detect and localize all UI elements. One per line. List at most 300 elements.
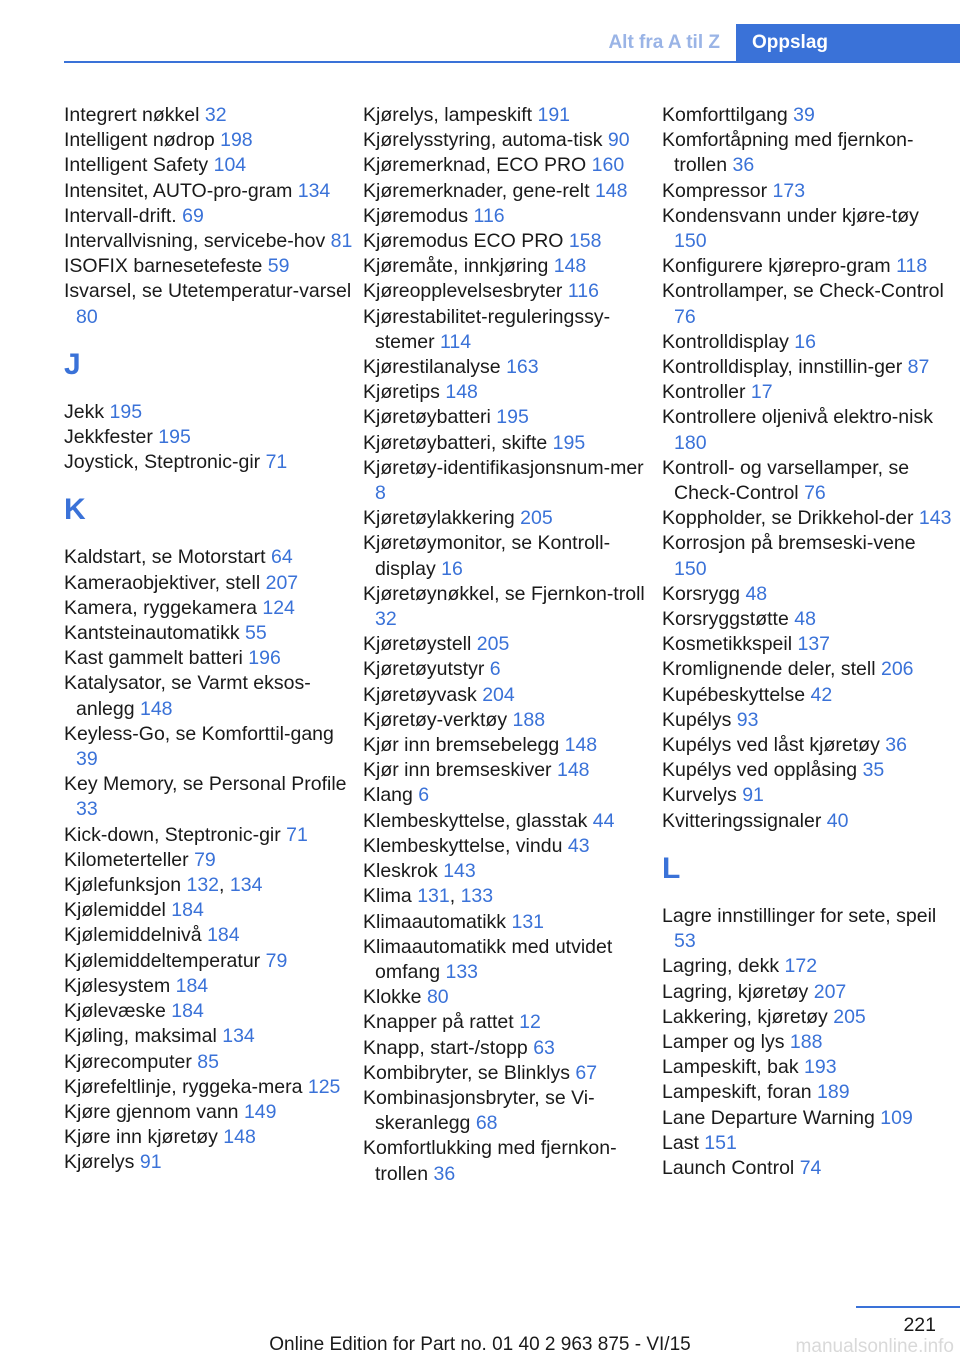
index-term: Kjørecomputer (64, 1050, 192, 1073)
page-reference-link[interactable]: 205 (520, 507, 553, 530)
index-entry (662, 683, 952, 708)
index-term: Komfortlukking med fjernkon‐trollen (363, 1137, 617, 1185)
index-term: Kontroll- og varsellamper, se Check-Control (662, 456, 910, 505)
index-entry (363, 809, 653, 834)
page-reference-link[interactable]: 79 (194, 848, 216, 871)
index-entry (363, 783, 653, 808)
index-term: Kjølesystem (64, 974, 171, 997)
page-reference-link[interactable]: 64 (271, 546, 293, 569)
index-letter-heading: J (64, 347, 81, 381)
index-entry (662, 758, 952, 783)
page-reference-link[interactable]: 195 (158, 426, 191, 449)
index-entry (662, 254, 952, 279)
index-entry (662, 582, 952, 607)
page-reference-link[interactable]: 32 (375, 608, 397, 631)
index-term: Launch Control (662, 1156, 795, 1179)
index-term: Knapp, start-/stopp (363, 1036, 528, 1059)
index-entry (662, 405, 952, 455)
index-entry (363, 859, 653, 884)
index-entry (64, 999, 354, 1024)
index-entry (64, 848, 354, 873)
index-entry (363, 1036, 653, 1061)
page-reference-link[interactable]: 148 (553, 255, 587, 278)
page-reference-link[interactable]: 134 (229, 874, 263, 897)
index-term: Klimaautomatikk med utvidet omfang (363, 935, 613, 983)
index-term: Kjørefeltlinje, ryggeka‐mera (64, 1075, 303, 1098)
index-term: Kjølemiddeltemperatur (64, 949, 261, 972)
index-entry (64, 571, 354, 596)
index-term: Kjøling, maksimal (64, 1025, 217, 1048)
index-term: Kjørelys (64, 1151, 135, 1174)
index-term: Kjøretips (363, 381, 440, 404)
page-reference-link[interactable]: 59 (267, 255, 290, 278)
page-reference-link[interactable]: 134 (297, 179, 331, 202)
index-entry (363, 355, 653, 380)
page-reference-link[interactable]: 195 (109, 400, 143, 423)
index-entry (363, 683, 653, 708)
index-term: Isvarsel, se Utetemperatur‐varsel (64, 280, 352, 303)
page-reference-link[interactable]: 48 (794, 608, 816, 631)
index-entry (64, 974, 354, 999)
index-term: Klembeskyttelse, vindu (363, 834, 563, 857)
index-term: Kjølefunksjon (64, 874, 182, 897)
page-reference-link[interactable]: 63 (533, 1036, 555, 1059)
index-entry (662, 904, 952, 954)
page-reference-link[interactable]: 195 (496, 406, 529, 429)
page-reference-link[interactable]: 104 (213, 154, 247, 177)
page-reference-link[interactable]: 16 (794, 330, 816, 353)
index-entry (363, 405, 653, 430)
page-reference-link[interactable]: 196 (248, 647, 281, 670)
index-term: Joystick, Steptronic-gir (64, 451, 261, 474)
index-entry (363, 632, 653, 657)
index-entry (64, 772, 354, 822)
page-reference-link[interactable]: 173 (772, 179, 806, 202)
page-reference-link[interactable]: 69 (182, 204, 204, 227)
page-reference-link[interactable]: 91 (742, 784, 764, 807)
index-term: Kjøremodus ECO PRO (363, 230, 564, 253)
index-entry (363, 254, 653, 279)
page-reference-link[interactable]: 143 (918, 507, 952, 530)
index-term: Kjøretøymonitor, se Kontroll‐display (363, 532, 611, 580)
page-reference-link[interactable]: 42 (810, 683, 833, 706)
index-term: Kantsteinautomatikk (64, 622, 240, 645)
index-term: Kromlignende deler, stell (662, 658, 876, 681)
page-reference-link[interactable]: 12 (519, 1011, 541, 1034)
page-reference-link[interactable]: 116 (473, 204, 505, 227)
page-reference-link[interactable]: 90 (607, 129, 630, 152)
page-reference-link[interactable]: 81 (330, 230, 353, 253)
index-entry (363, 128, 653, 153)
page-reference-link[interactable]: 151 (704, 1131, 737, 1154)
page-reference-link[interactable]: 148 (445, 381, 478, 404)
index-term: Kontrollamper, se Check-Control (662, 280, 944, 303)
index-term: Kjørelys, lampeskift (363, 104, 533, 126)
index-term: Kjøretøybatteri (363, 406, 491, 429)
index-term: Korsryggstøtte (662, 608, 789, 631)
header-section-title: Alt fra A til Z (608, 31, 720, 53)
index-term: Kjøre inn kjøretøy (64, 1126, 218, 1149)
page-reference-link[interactable]: 148 (564, 734, 598, 757)
index-term: Lane Departure Warning (662, 1106, 875, 1129)
page-reference-link[interactable]: 6 (489, 658, 501, 681)
index-entry (64, 1075, 354, 1100)
page-reference-link[interactable]: 40 (826, 809, 849, 832)
index-entry (363, 103, 653, 128)
index-entry (662, 954, 952, 979)
index-entry (64, 400, 354, 425)
page-reference-link[interactable]: 17 (750, 381, 773, 404)
index-term: Klang (363, 784, 413, 807)
index-column-3 (662, 103, 952, 1181)
index-entry (363, 179, 653, 204)
index-letter-heading: L (662, 851, 681, 885)
page-reference-link[interactable]: 43 (567, 834, 590, 857)
index-entry (662, 1131, 952, 1156)
page-reference-link[interactable]: 131 (511, 910, 545, 933)
index-term: Kjøretøynøkkel, se Fjernkon‐troll (363, 582, 645, 605)
page-reference-link[interactable]: 85 (197, 1050, 219, 1073)
page-reference-link[interactable]: 55 (245, 622, 267, 645)
index-entry (662, 506, 952, 531)
page-reference-link[interactable]: 53 (674, 930, 696, 953)
edition-footer: Online Edition for Part no. 01 40 2 963 875 - VI/15 (269, 1334, 691, 1355)
header-rule (64, 61, 960, 63)
index-entry (363, 985, 653, 1010)
index-entry (363, 531, 653, 581)
index-term: Kjøremerknad, ECO PRO (363, 154, 587, 177)
index-term: Kjøretøyutstyr (363, 658, 485, 681)
page-reference-link[interactable]: 109 (880, 1106, 913, 1129)
index-term: Kvitteringssignaler (662, 809, 822, 832)
index-entry (662, 103, 952, 128)
index-entry (363, 582, 653, 632)
index-term: Lagre innstillinger for sete, speil (662, 904, 937, 927)
index-entry (64, 646, 354, 671)
page-reference-link[interactable]: 137 (797, 633, 831, 656)
index-entry (662, 279, 952, 329)
index-entry (363, 1136, 653, 1186)
index-entry (363, 456, 653, 506)
index-entry (363, 506, 653, 531)
index-term: Komforttilgang (662, 104, 788, 126)
index-term: Kjøretøylakkering (363, 507, 515, 530)
page-reference-link[interactable]: 125 (307, 1075, 341, 1098)
index-entry (64, 279, 354, 329)
index-term: Kombinasjonsbryter, se Vi‐skeranlegg (363, 1086, 595, 1135)
index-entry (662, 128, 952, 178)
page-reference-link[interactable]: 131 (417, 885, 450, 908)
index-entry (363, 708, 653, 733)
index-entry (363, 1086, 653, 1136)
page-reference-link[interactable]: 48 (745, 582, 768, 605)
index-term: Kompressor (662, 179, 768, 202)
page-reference-link[interactable]: 6 (418, 784, 430, 807)
page-reference-link[interactable]: 160 (591, 154, 625, 177)
index-term: Kleskrok (363, 860, 438, 883)
index-term: Keyless-Go, se Komforttil‐gang (64, 722, 334, 745)
page-reference-link[interactable]: 35 (862, 759, 885, 782)
index-term: Intervallvisning, servicebe‐hov (64, 230, 326, 253)
page-reference-link[interactable]: 80 (426, 986, 449, 1009)
index-entry (64, 254, 354, 279)
index-entry (363, 657, 653, 682)
index-entry (64, 1100, 354, 1125)
index-entry (64, 450, 354, 475)
page-reference-link[interactable]: 205 (476, 633, 510, 656)
index-entry (363, 204, 653, 229)
index-term: Kameraobjektiver, stell (64, 571, 261, 594)
index-term: Lagring, kjøretøy (662, 980, 809, 1003)
index-term: Kilometerteller (64, 848, 189, 871)
index-entry (363, 910, 653, 935)
index-entry (64, 722, 354, 772)
index-term: Klima (363, 885, 412, 908)
page-reference-link[interactable]: 148 (223, 1126, 256, 1149)
page-reference-link[interactable]: 189 (817, 1081, 850, 1104)
index-entry (64, 179, 354, 204)
index-term: Kjølevæske (64, 1000, 166, 1023)
index-term: Kjøretøystell (363, 633, 472, 656)
index-term: Kontroller (662, 381, 746, 404)
index-term: Koppholder, se Drikkehol‐der (662, 507, 914, 530)
index-entry (64, 425, 354, 450)
index-entry (64, 671, 354, 721)
index-entry (662, 1156, 952, 1181)
page-reference-link[interactable]: 36 (732, 154, 755, 177)
index-term: Jekk (64, 400, 105, 423)
index-term: Kupébeskyttelse (662, 683, 806, 706)
page-reference-link[interactable]: 33 (76, 798, 98, 821)
index-term: Kjørestilanalyse (363, 356, 501, 379)
page-reference-link[interactable]: 193 (804, 1056, 837, 1079)
index-entry (363, 834, 653, 859)
index-term: Kosmetikkspeil (662, 633, 793, 656)
page-reference-link[interactable]: 163 (506, 356, 539, 379)
index-entry (363, 1010, 653, 1035)
page-reference-link[interactable]: 150 (674, 230, 707, 253)
page-reference-link[interactable]: 36 (433, 1162, 456, 1185)
page-reference-link[interactable]: 148 (556, 759, 590, 782)
index-entry: Klima 131, 133 (363, 885, 494, 908)
index-entry (662, 456, 952, 506)
index-entry (662, 733, 952, 758)
index-term: Kupélys ved opplåsing (662, 759, 858, 782)
page-reference-link[interactable]: 32 (204, 104, 227, 126)
index-entry (64, 596, 354, 621)
page-reference-link[interactable]: 184 (207, 924, 240, 947)
index-entry (64, 545, 354, 570)
index-entry (662, 1080, 952, 1105)
page-reference-link[interactable]: 118 (896, 255, 928, 278)
index-entry (64, 128, 354, 153)
index-entry (363, 758, 653, 783)
index-term: Knapper på rattet (363, 1011, 514, 1034)
page-reference-link[interactable]: 36 (885, 734, 907, 757)
index-term: Kjøretøy-verktøy (363, 708, 508, 731)
index-term: Lakkering, kjøretøy (662, 1005, 828, 1028)
index-entry (662, 1005, 952, 1030)
index-entry (662, 179, 952, 204)
page-reference-link[interactable]: 87 (907, 356, 930, 379)
index-term: Kjølemiddelnivå (64, 924, 202, 947)
page-reference-link[interactable]: 148 (594, 179, 628, 202)
page-reference-link[interactable]: 114 (440, 330, 472, 353)
index-term: Intervall-drift. (64, 204, 177, 227)
index-term: Kjølemiddel (64, 899, 166, 922)
page-reference-link[interactable]: 206 (880, 658, 914, 681)
index-term: Kjøretøy-identifikasjonsnum‐mer (363, 456, 644, 479)
index-term: Kjøretøybatteri, skifte (363, 431, 548, 454)
page-reference-link[interactable]: 134 (222, 1025, 255, 1048)
page-reference-link[interactable]: 150 (674, 557, 707, 580)
index-term: Lagring, dekk (662, 955, 780, 978)
page-reference-link[interactable]: 143 (443, 860, 476, 883)
page-reference-link[interactable]: 44 (592, 809, 615, 832)
index-entry (363, 279, 653, 304)
page-reference-link[interactable]: 91 (139, 1151, 162, 1174)
index-entry (662, 1055, 952, 1080)
index-column-1 (64, 103, 354, 1176)
index-term: Lampeskift, foran (662, 1081, 812, 1104)
index-term: Kamera, ryggekamera (64, 596, 257, 619)
page-reference-link[interactable]: 184 (171, 899, 204, 922)
page-reference-link[interactable]: 188 (789, 1030, 823, 1053)
page-reference-link[interactable]: 16 (441, 557, 463, 580)
index-column-2 (363, 103, 653, 1187)
page-reference-link[interactable]: 198 (220, 129, 253, 152)
index-entry (662, 657, 952, 682)
page-reference-link[interactable]: 158 (568, 230, 602, 253)
index-term: Kick-down, Steptronic-gir (64, 823, 281, 846)
index-entry (363, 935, 653, 985)
index-term: Kontrolldisplay, innstillin‐ger (662, 356, 903, 379)
page-reference-link[interactable]: 207 (813, 980, 847, 1003)
index-term: Kupélys ved låst kjøretøy (662, 734, 880, 757)
page-reference-link[interactable]: 76 (804, 482, 826, 505)
index-entry (363, 733, 653, 758)
page-reference-link[interactable]: 71 (265, 451, 288, 474)
index-entry (363, 380, 653, 405)
index-entry (363, 153, 653, 178)
index-term: Klokke (363, 986, 422, 1009)
index-term: Kjøreopplevelsesbryter (363, 280, 563, 303)
page-reference-link[interactable]: 205 (833, 1005, 866, 1028)
index-term: Konfigurere kjørepro‐gram (662, 255, 891, 278)
index-term: Kjøremodus (363, 204, 469, 227)
index-entry (64, 898, 354, 923)
index-entry (662, 980, 952, 1005)
page-reference-link[interactable]: 172 (784, 955, 818, 978)
index-entry (64, 949, 354, 974)
index-entry (662, 1106, 952, 1131)
page-reference-link[interactable]: 93 (736, 708, 759, 731)
page-reference-link[interactable]: 184 (175, 974, 209, 997)
index-entry (64, 621, 354, 646)
index-entry (662, 355, 952, 380)
index-term: Intelligent nødrop (64, 129, 215, 152)
index-term: Lampeskift, bak (662, 1056, 799, 1079)
index-entry (662, 330, 952, 355)
index-term: Intelligent Safety (64, 154, 209, 177)
index-term: Integrert nøkkel (64, 104, 200, 126)
page-reference-link[interactable]: 148 (139, 697, 173, 720)
index-entry (64, 204, 354, 229)
page-reference-link[interactable]: 74 (799, 1156, 822, 1179)
page-reference-link[interactable]: 195 (552, 431, 586, 454)
index-term: Klimaautomatikk (363, 910, 507, 933)
page-reference-link[interactable]: 79 (265, 949, 288, 972)
index-entry (64, 1050, 354, 1075)
index-term: Kurvelys (662, 784, 737, 807)
index-term: Intensitet, AUTO-pro‐gram (64, 179, 293, 202)
page-reference-link[interactable]: 180 (674, 431, 707, 454)
page-reference-link[interactable]: 8 (375, 482, 386, 505)
index-term: Korsrygg (662, 582, 741, 605)
index-term: Kontrollere oljenivå elektro‐nisk (662, 406, 933, 429)
page-reference-link[interactable]: 67 (575, 1061, 598, 1084)
index-entry (662, 531, 952, 581)
index-entry (662, 708, 952, 733)
index-entry (64, 1024, 354, 1049)
page-reference-link[interactable]: 80 (76, 305, 98, 328)
index-entry (662, 783, 952, 808)
index-entry (363, 431, 653, 456)
index-term: Kast gammelt batteri (64, 647, 243, 670)
index-entry (662, 607, 952, 632)
index-entry (363, 305, 653, 355)
page-reference-link[interactable]: 39 (793, 104, 815, 126)
page-reference-link[interactable]: 204 (482, 683, 515, 706)
index-term: Kjøremåte, innkjøring (363, 255, 549, 278)
index-term: Kjøretøyvask (363, 683, 477, 706)
index-term: Lamper og lys (662, 1030, 785, 1053)
page-reference-link[interactable]: 124 (262, 596, 295, 619)
index-term: Kaldstart, se Motorstart (64, 546, 266, 569)
page-reference-link[interactable]: 133 (445, 960, 479, 983)
page-reference-link[interactable]: 184 (171, 1000, 204, 1023)
page-reference-link[interactable]: 39 (76, 748, 98, 771)
watermark: manualsonline.info (795, 1336, 954, 1357)
index-term: Komfortåpning med fjernkon‐trollen (662, 129, 914, 177)
index-entry (662, 380, 952, 405)
page-reference-link[interactable]: 76 (674, 305, 696, 328)
index-term: Kjøremerknader, gene‐relt (363, 179, 590, 202)
index-entry (662, 1030, 952, 1055)
index-term: Korrosjon på bremseski‐vene (662, 532, 916, 555)
index-entry (64, 1125, 354, 1150)
page-reference-link[interactable]: 207 (265, 571, 299, 594)
page-reference-link[interactable]: 116 (567, 280, 599, 303)
index-term: Kjør inn bremsebelegg (363, 734, 560, 757)
page-reference-link[interactable]: 132 (186, 874, 220, 897)
index-entry (64, 823, 354, 848)
page-reference-link[interactable]: 191 (537, 104, 571, 126)
index-term: Kjørestabilitet-reguleringssy‐stemer (363, 305, 611, 353)
page-reference-link[interactable]: 133 (460, 885, 494, 908)
page-reference-link[interactable]: 188 (512, 708, 546, 731)
page-reference-link[interactable]: 71 (286, 823, 308, 846)
page-reference-link[interactable]: 149 (243, 1100, 277, 1123)
index-term: Kupélys (662, 708, 732, 731)
index-entry (64, 1150, 354, 1175)
index-entry (64, 153, 354, 178)
index-term: Last (662, 1131, 699, 1154)
index-entry (363, 1061, 653, 1086)
index-entry (64, 103, 354, 128)
index-term: Key Memory, se Personal Profile (64, 773, 347, 796)
page-reference-link[interactable]: 68 (475, 1112, 498, 1135)
